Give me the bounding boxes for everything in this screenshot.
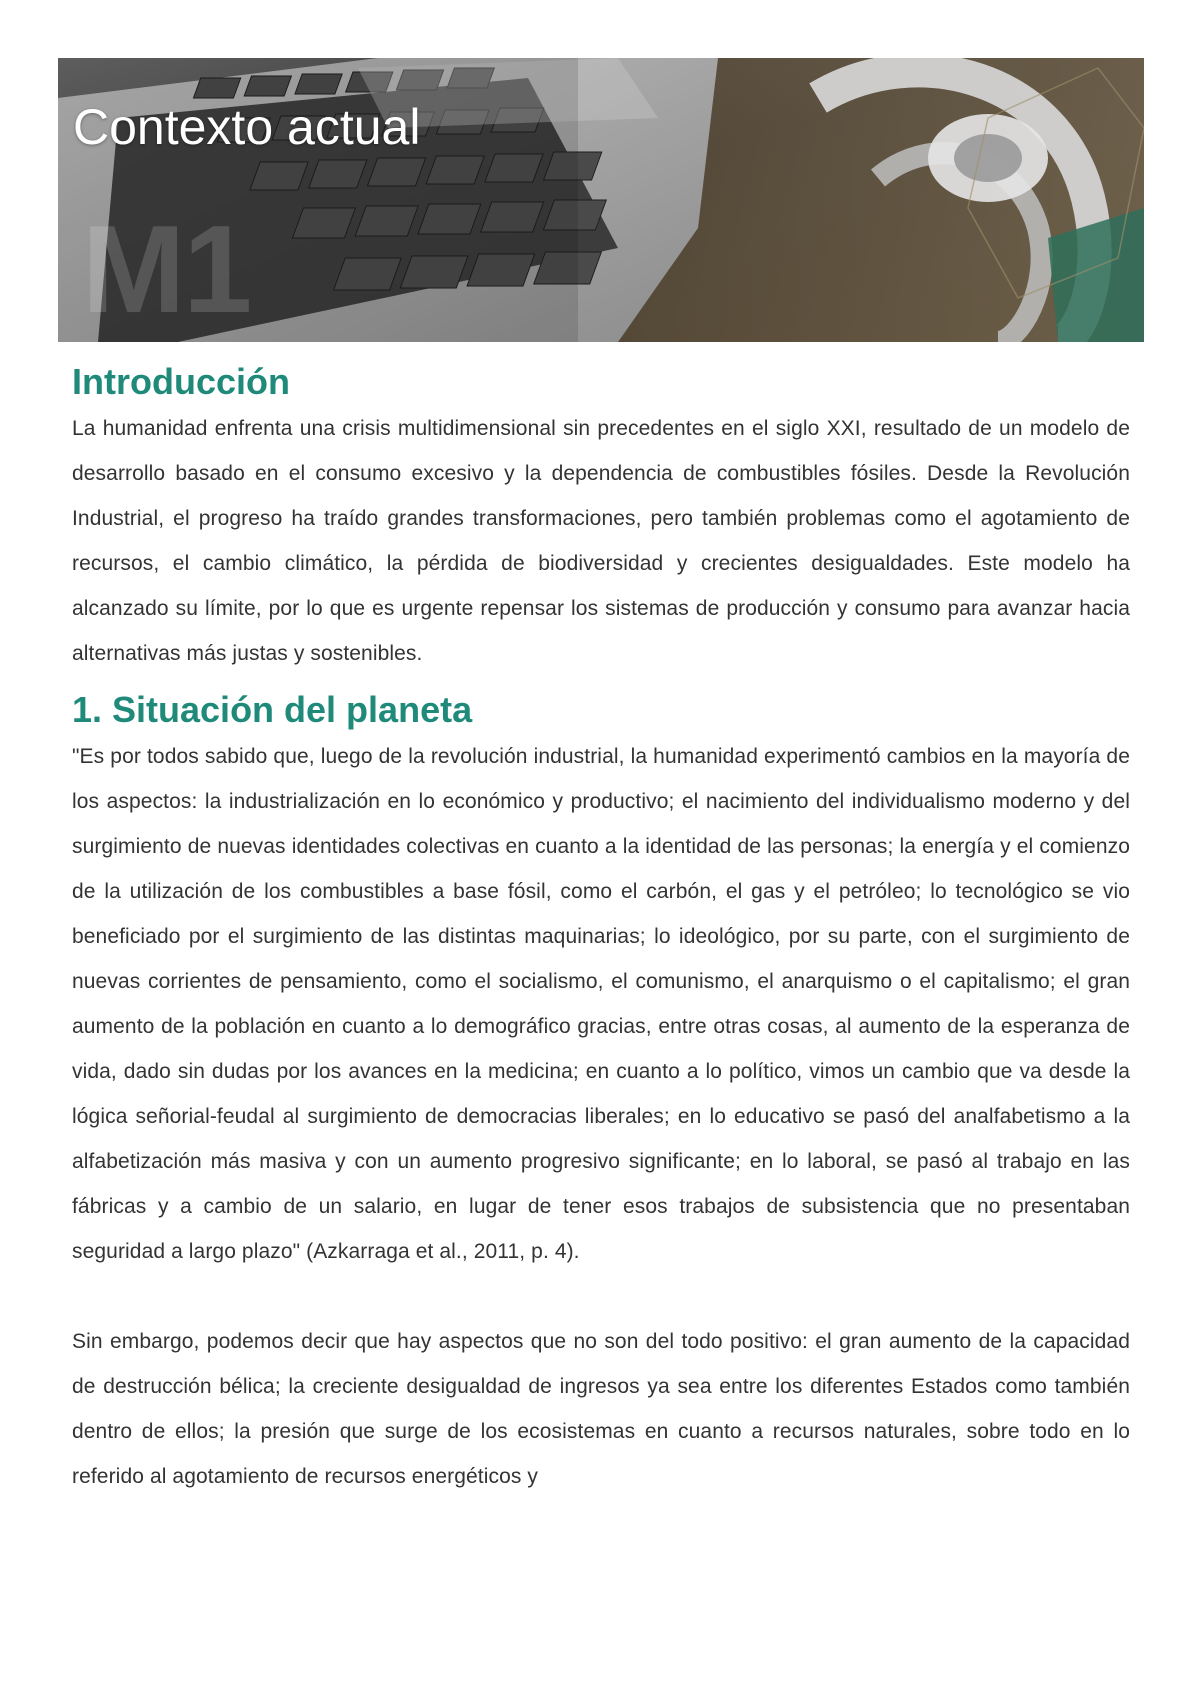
section1-paragraph-1: "Es por todos sabido que, luego de la revolución industrial, la humanidad experimentó cambios en la mayoría de los aspectos: la industrialización en lo económico y productivo; el nacimiento del individualismo moderno y del surgimiento de nuevas identidades colectivas en cuanto a la identidad de las personas; la energía y el comienzo de la utilización de los combustibles a base fósil, como el carbón, el gas y el petróleo; lo tecnológico se vio beneficiado por el surgimiento de las distintas maquinarias; lo ideológico, por su parte, con el surgimiento de nuevas corrientes de pensamiento, como el socialismo, el comunismo, el anarquismo o el capitalismo; el gran aumento de la población en cuanto a lo demográfico gracias, entre otras cosas, al aumento de la esperanza de vida, dado sin dudas por los avances en la medicina; en cuanto a lo político, vimos un cambio que va desde la lógica señorial-feudal al surgimiento de democracias liberales; en lo educativo se pasó del analfabetismo a la alfabetización más masiva y con un aumento progresivo significante; en lo laboral, se pasó al trabajo en las fábricas y a cambio de un salario, en lugar de tener esos trabajos de subsistencia que no presentaban seguridad a largo plazo" (Azkarraga et al., 2011, p. 4). (72, 745, 1130, 1263)
module-watermark: M1 (82, 201, 251, 339)
document-content (72, 358, 1130, 1499)
page-title: Contexto actual (73, 99, 421, 155)
intro-paragraph: La humanidad enfrenta una crisis multidimensional sin precedentes en el siglo XXI, resultado de un modelo de desarrollo basado en el consumo excesivo y la dependencia de combustibles fósiles. Desde la Revolución Industrial, el progreso ha traído grandes transformaciones, pero también problemas como el agotamiento de recursos, el cambio climático, la pérdida de biodiversidad y crecientes desigualdades. Este modelo ha alcanzado su límite, por lo que es urgente repensar los sistemas de producción y consumo para avanzar hacia alternativas más justas y sostenibles. (72, 417, 1130, 665)
header-banner (58, 58, 1144, 342)
section1-heading: 1. Situación del planeta (72, 689, 473, 730)
section1-paragraph-2: Sin embargo, podemos decir que hay aspectos que no son del todo positivo: el gran aumento de la capacidad de destrucción bélica; la creciente desigualdad de ingresos ya sea entre los diferentes Estados como también dentro de ellos; la presión que surge de los ecosistemas en cuanto a recursos naturales, sobre todo en lo referido al agotamiento de recursos energéticos y (72, 1330, 1130, 1488)
intro-heading: Introducción (72, 361, 290, 402)
